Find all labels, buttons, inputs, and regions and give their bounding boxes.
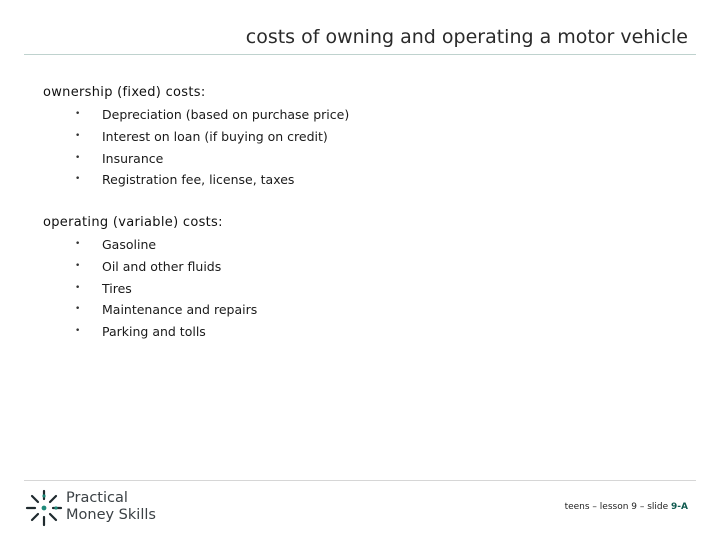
list-item-text: Tires — [102, 280, 132, 296]
list-item-text: Insurance — [102, 150, 164, 166]
bullet-icon: • — [75, 174, 81, 185]
practical-money-skills-logo — [24, 488, 164, 528]
slide-number: 9-A — [671, 502, 688, 512]
logo-text-line2: Money Skills — [66, 507, 156, 523]
title-divider — [24, 54, 696, 55]
bullet-icon: • — [75, 260, 81, 271]
bullet-icon: • — [75, 326, 81, 337]
list-item-text: Interest on loan (if buying on credit) — [102, 128, 328, 144]
bullet-icon: • — [75, 304, 81, 315]
slide-title: costs of owning and operating a motor vehicle — [245, 26, 688, 48]
list-item-text: Depreciation (based on purchase price) — [102, 107, 350, 122]
footer-divider — [24, 480, 696, 481]
footer-lesson-text: teens – lesson 9 – slide — [564, 502, 672, 512]
list-item-text: Maintenance and repairs — [102, 302, 258, 318]
logo-text-line1: Practical — [66, 490, 128, 506]
list-item-text: Oil and other fluids — [102, 258, 222, 274]
bullet-icon: • — [75, 109, 81, 119]
section-heading-ownership: ownership (fixed) costs: — [43, 85, 206, 100]
bullet-icon: • — [75, 130, 81, 141]
list-item-text: Gasoline — [102, 237, 157, 252]
list-item-text: Parking and tolls — [102, 324, 206, 340]
slide-footer — [565, 502, 688, 512]
bullet-icon: • — [75, 239, 81, 249]
bullet-icon: • — [75, 152, 81, 163]
bullet-icon: • — [75, 282, 81, 293]
starburst-logo-icon — [24, 488, 64, 528]
list-item-text: Registration fee, license, taxes — [102, 172, 295, 188]
section-heading-operating: operating (variable) costs: — [43, 215, 223, 230]
